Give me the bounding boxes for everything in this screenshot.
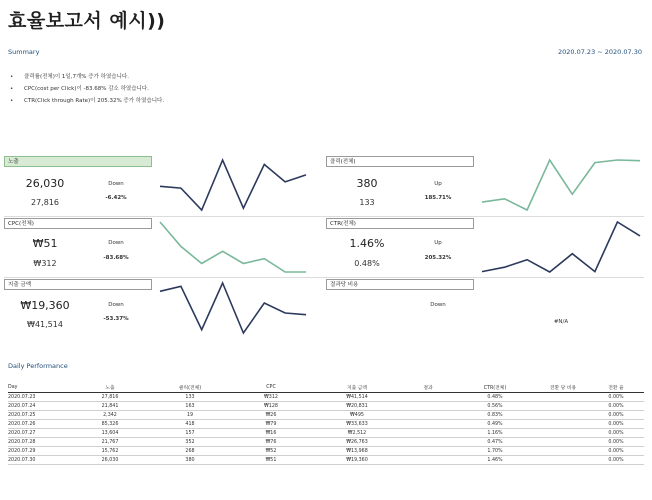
sparkline-ctr <box>476 216 646 278</box>
kpi-change-ctr: 205.32% <box>424 255 452 261</box>
table-row <box>8 456 644 465</box>
summary-bullets <box>10 71 164 107</box>
summary-bullet: • 클릭률(전체)이 1일,7개% 증가 하였습니다. <box>10 71 164 83</box>
table-cell: 0.00% <box>588 456 644 465</box>
table-cell: 26,030 <box>72 456 148 465</box>
kpi-previous-spend: ₩41,514 <box>27 320 63 329</box>
table-cell <box>404 402 452 411</box>
table-cell: 13,604 <box>72 429 148 438</box>
table-cell: 0.56% <box>452 402 538 411</box>
table-cell: 157 <box>148 429 232 438</box>
table-body <box>8 393 644 465</box>
table-cell: 0.00% <box>588 447 644 456</box>
column-header: Day <box>8 383 72 393</box>
table-cell: 2020.07.25 <box>8 411 72 420</box>
table-cell: ₩128 <box>232 402 310 411</box>
table-cell: 2,342 <box>72 411 148 420</box>
kpi-change-cpc: -83.68% <box>103 255 129 261</box>
sparkline-series <box>482 160 640 210</box>
table-cell: ₩20,831 <box>310 402 404 411</box>
kpi-label-spend: 지출 금액 <box>4 279 152 290</box>
kpi-previous-cpc: ₩312 <box>33 259 57 268</box>
sparkline-series <box>160 160 306 210</box>
sparkline-series <box>482 222 640 272</box>
kpi-label-ctr: CTR(전체) <box>326 218 474 229</box>
kpi-note-cost-per-result: #N/A <box>553 319 569 325</box>
table-cell: 21,841 <box>72 402 148 411</box>
table-cell: 2020.07.23 <box>8 393 72 402</box>
sparkline-series <box>160 222 306 272</box>
table-row <box>8 420 644 429</box>
table-cell: ₩13,968 <box>310 447 404 456</box>
daily-performance-table <box>8 383 644 465</box>
table-cell: 27,816 <box>72 393 148 402</box>
kpi-direction-spend: Down <box>108 302 124 308</box>
sparkline-cpc <box>154 216 312 278</box>
table-cell: 352 <box>148 438 232 447</box>
column-header: 결과 <box>404 383 452 393</box>
table-cell: 0.49% <box>452 420 538 429</box>
table-header-row <box>8 383 644 393</box>
table-cell: ₩2,512 <box>310 429 404 438</box>
table-cell: 2020.07.27 <box>8 429 72 438</box>
table-row <box>8 438 644 447</box>
table-cell: 0.00% <box>588 402 644 411</box>
table-row <box>8 402 644 411</box>
table-cell: 163 <box>148 402 232 411</box>
table-cell: 1.70% <box>452 447 538 456</box>
sparkline-clicks <box>476 154 646 216</box>
table-cell: 0.00% <box>588 438 644 447</box>
summary-bullet: • CTR(Click through Rate)이 205.32% 증가 하였습니다. <box>10 95 164 107</box>
summary-label: Summary <box>8 48 40 56</box>
table-cell <box>404 393 452 402</box>
table-cell: ₩26,763 <box>310 438 404 447</box>
kpi-current-clicks: 380 <box>356 177 378 190</box>
table-cell: 85,326 <box>72 420 148 429</box>
table-cell: 0.00% <box>588 429 644 438</box>
table-cell: 15,762 <box>72 447 148 456</box>
kpi-current-ctr: 1.46% <box>349 237 385 250</box>
table-cell: ₩33,633 <box>310 420 404 429</box>
table-cell <box>404 429 452 438</box>
table-cell: 418 <box>148 420 232 429</box>
table-cell <box>404 411 452 420</box>
sparkline-series <box>160 283 306 333</box>
kpi-direction-ctr: Up <box>434 240 442 246</box>
kpi-current-spend: ₩19,360 <box>20 299 70 312</box>
kpi-label-cpc: CPC(전체) <box>4 218 152 229</box>
table-row <box>8 411 644 420</box>
kpi-previous-impressions: 27,816 <box>31 198 59 207</box>
column-header: 노출 <box>72 383 148 393</box>
table-cell: 0.00% <box>588 411 644 420</box>
kpi-previous-ctr: 0.48% <box>354 259 380 268</box>
table-cell: ₩76 <box>232 438 310 447</box>
table-cell: 21,767 <box>72 438 148 447</box>
table-cell: 268 <box>148 447 232 456</box>
daily-performance-title: Daily Performance <box>8 362 68 370</box>
table-cell: 2020.07.28 <box>8 438 72 447</box>
table-cell <box>538 393 588 402</box>
table-cell: 1.16% <box>452 429 538 438</box>
table-cell: ₩52 <box>232 447 310 456</box>
table-cell <box>538 447 588 456</box>
table-cell: ₩495 <box>310 411 404 420</box>
row-divider <box>4 277 644 278</box>
table-cell: 0.48% <box>452 393 538 402</box>
table-cell: ₩26 <box>232 411 310 420</box>
table-cell: 0.47% <box>452 438 538 447</box>
kpi-direction-clicks: Up <box>434 181 442 187</box>
table-cell: ₩51 <box>232 456 310 465</box>
kpi-label-clicks: 클릭(전체) <box>326 156 474 167</box>
column-header: 전환 율 <box>588 383 644 393</box>
table-cell <box>404 456 452 465</box>
column-header: CTR(전체) <box>452 383 538 393</box>
table-cell <box>538 411 588 420</box>
table-cell: 133 <box>148 393 232 402</box>
date-range: 2020.07.23 ~ 2020.07.30 <box>557 48 642 56</box>
kpi-change-impressions: -6.42% <box>105 195 127 201</box>
table-cell: ₩79 <box>232 420 310 429</box>
table-cell: ₩312 <box>232 393 310 402</box>
kpi-current-impressions: 26,030 <box>25 177 65 190</box>
kpi-previous-clicks: 133 <box>359 198 375 207</box>
table-cell <box>538 456 588 465</box>
table-cell <box>538 429 588 438</box>
table-row <box>8 429 644 438</box>
table-row <box>8 447 644 456</box>
table-cell: 0.00% <box>588 420 644 429</box>
table-cell <box>404 438 452 447</box>
table-cell <box>538 438 588 447</box>
column-header: CPC <box>232 383 310 393</box>
kpi-label-impressions: 노출 <box>4 156 152 167</box>
table-cell: 2020.07.24 <box>8 402 72 411</box>
report-title: 효율보고서 예시)) <box>8 10 166 32</box>
column-header: 클릭(전체) <box>148 383 232 393</box>
column-header: 전환 당 비용 <box>538 383 588 393</box>
table-cell: ₩16 <box>232 429 310 438</box>
kpi-change-spend: -53.37% <box>103 316 129 322</box>
table-cell: 2020.07.26 <box>8 420 72 429</box>
table-cell: 19 <box>148 411 232 420</box>
table-cell: 0.00% <box>588 393 644 402</box>
sparkline-spend <box>154 277 312 339</box>
summary-bullet: • CPC(cost per Click)이 -83.68% 감소 하였습니다. <box>10 83 164 95</box>
table-row <box>8 393 644 402</box>
kpi-direction-impressions: Down <box>108 181 124 187</box>
kpi-current-cpc: ₩51 <box>32 237 58 250</box>
kpi-direction-cost-per-result: Down <box>430 302 446 308</box>
table-cell: 1.46% <box>452 456 538 465</box>
table-cell <box>538 420 588 429</box>
kpi-change-clicks: 185.71% <box>424 195 452 201</box>
table-cell: 2020.07.30 <box>8 456 72 465</box>
table-cell: 2020.07.29 <box>8 447 72 456</box>
table-cell: 380 <box>148 456 232 465</box>
sparkline-impressions <box>154 154 312 216</box>
table-cell <box>404 420 452 429</box>
table-cell <box>404 447 452 456</box>
table-cell: 0.83% <box>452 411 538 420</box>
kpi-direction-cpc: Down <box>108 240 124 246</box>
kpi-label-cost-per-result: 결과당 비용 <box>326 279 474 290</box>
table-cell: ₩19,360 <box>310 456 404 465</box>
table-cell <box>538 402 588 411</box>
table-cell: ₩41,514 <box>310 393 404 402</box>
column-header: 지출 금액 <box>310 383 404 393</box>
